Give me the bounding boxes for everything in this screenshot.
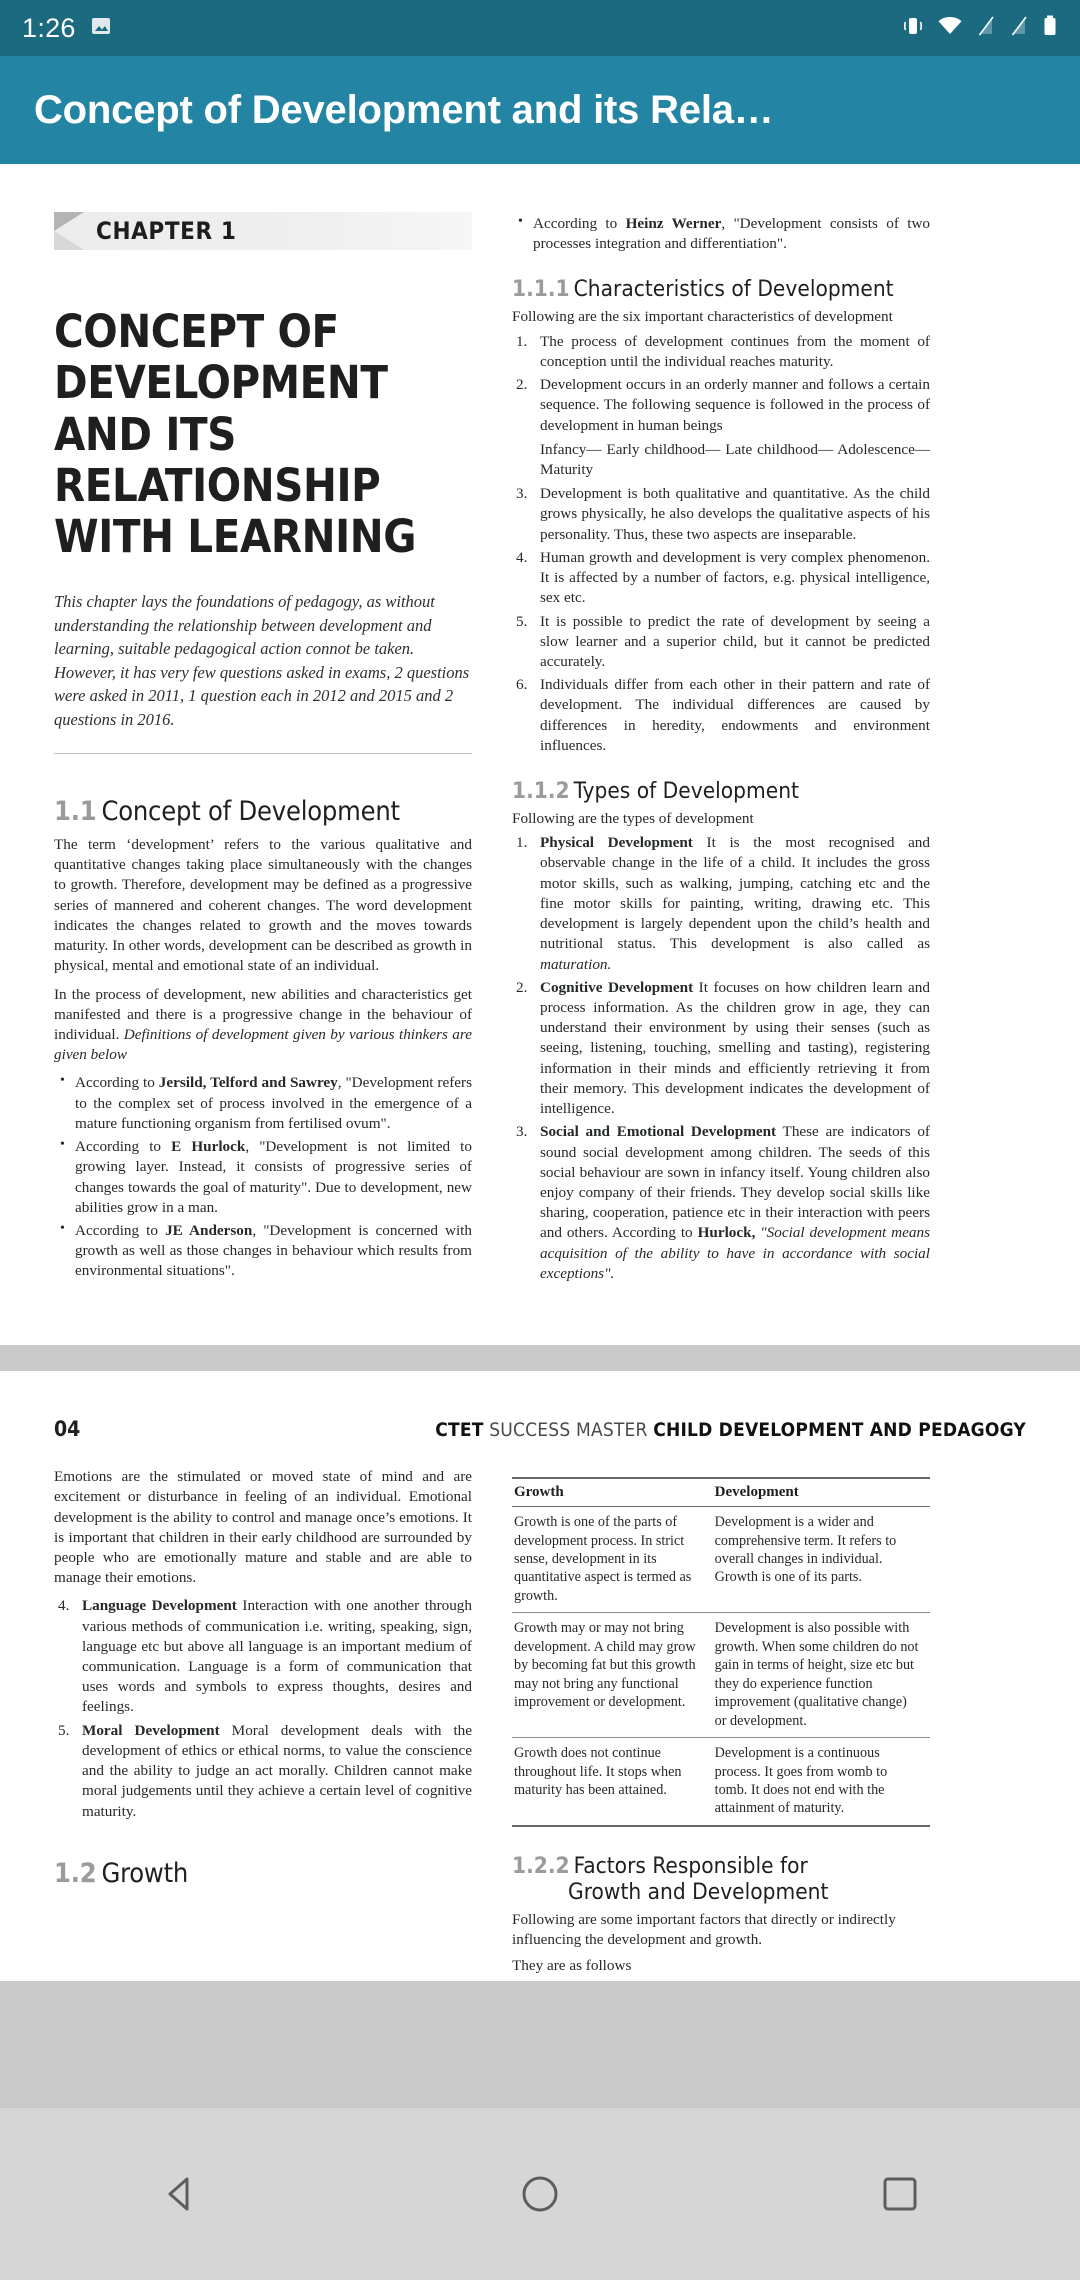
- table-header-development: Development: [713, 1478, 930, 1507]
- types-intro: Following are the types of development: [512, 810, 754, 828]
- section-1-1-1-heading: [512, 276, 930, 302]
- list-item: [512, 1122, 930, 1284]
- running-head-subject: CHILD DEVELOPMENT AND PEDAGOGY: [653, 1419, 1026, 1442]
- document-page-1: [0, 164, 1080, 1345]
- home-circle-icon: [517, 2171, 563, 2217]
- vibrate-icon: [902, 14, 924, 43]
- chapter-title: CONCEPT OF DEVELOPMENT AND ITS RELATIONSHIP WITH LEARNING: [54, 305, 417, 564]
- running-head: [264, 1419, 1026, 1441]
- bullet-names: JE Anderson: [165, 1221, 253, 1239]
- section-1-1-2-number: 1.1.2: [512, 778, 570, 805]
- list-item: [512, 375, 930, 480]
- bullet-lead: According to: [533, 215, 626, 232]
- list-item: [512, 978, 930, 1120]
- table-cell: Development is a continuous process. It goes from womb to tomb. It does not end with the attainment of maturity.: [713, 1738, 930, 1826]
- table-row: [512, 1738, 930, 1826]
- android-navigation-bar: [0, 2108, 1080, 2280]
- status-bar-right: [902, 14, 1058, 43]
- s1-1-paragraph-1: The term ‘development’ refers to the various qualitative and quantitative changes taking place simultaneously with the changes to growth. Therefore, development may be defined as a progressive series of mannered and coherent changes. The word development indicates the changes related to growth and the moves towards maturity. In other words, development can be described as growth in physical, mental and emotional state of an individual.: [54, 836, 472, 975]
- recents-button[interactable]: [840, 2134, 960, 2254]
- section-1-1-2-intro: [512, 809, 930, 829]
- back-triangle-icon: [157, 2171, 203, 2217]
- viewer-bottom-fade: [0, 2082, 1080, 2108]
- section-1-1-2-title: Types of Development: [573, 778, 799, 805]
- bullet-lead: According to: [75, 1221, 166, 1239]
- bullet-names: Jersild, Telford and Sawrey: [158, 1074, 338, 1092]
- chapter-ribbon: [54, 212, 472, 250]
- image-icon: [89, 14, 113, 43]
- page-number: 04: [54, 1417, 81, 1442]
- characteristic-text: Development occurs in an orderly manner and follows a certain sequence. The following sequence is followed in the process of development in human beings: [540, 376, 930, 434]
- type-text: It focuses on how children learn and process information. As the children grow in age, they can understand their environment by using their senses (such as seeing, listening, touching, smelling and tasting), registering information in their minds and efficiently retrieving it from their memory. This development indicates the development of intelligence.: [540, 978, 930, 1118]
- section-1-2-2-heading: [512, 1853, 930, 1905]
- emotions-text: Emotions are the stimulated or moved state of mind and are excitement or disturbance in feeling of an individual. Emotional development is the ability to control and manage once’s emotions. It is important that children in their early childhood are surrounded by people who are emotionally mature and stable and are able to manage their emotions.: [54, 1468, 472, 1587]
- bullet-rest: , "Development is not limited to growing layer. Instead, it consists of progressive series of changes towards the goal of maturity". Due to development, new abilities grow in a man.: [75, 1138, 472, 1216]
- document-page-2: [0, 1371, 1080, 1980]
- s1-1-paragraph-2: [54, 985, 472, 1066]
- recents-square-icon: [877, 2171, 923, 2217]
- bullet-rest: , "Development is concerned with growth as well as those changes in behaviour which results from environmental situations".: [75, 1221, 472, 1280]
- list-item: The process of development continues from the moment of conception until the individual reaches maturity.: [540, 332, 930, 370]
- bullet-names: Heinz Werner: [625, 215, 722, 232]
- list-item: [54, 1721, 472, 1822]
- section-1-2-title: Growth: [101, 1857, 189, 1889]
- list-item: [54, 1221, 472, 1282]
- list-item: Individuals differ from each other in their pattern and rate of development. The individual differences are caused by differences in heredity, endowments and environment influences.: [540, 676, 930, 754]
- emotions-paragraph: [54, 1467, 472, 1588]
- section-1-2-2-number: 1.2.2: [512, 1852, 570, 1879]
- table-cell: Growth is one of the parts of development process. In strict sense, development in its quantitative aspect is termed as growth.: [512, 1507, 713, 1613]
- characteristics-intro: Following are the six important characteristics of development: [512, 308, 893, 326]
- table-row: [512, 1507, 930, 1613]
- battery-icon: [1042, 14, 1058, 43]
- type-text: These are indicators of sound social development among children. The seeds of this social behaviour are sown in infancy itself. Young children also enjoy company of their friends. They develop social skills like sharing, cooperation, patience etc in their interaction with peers and others. According to: [540, 1123, 930, 1242]
- type-tail-italic: "Social development means acquisition of the ability to have in accordance with social exceptions".: [540, 1224, 930, 1282]
- type-text: Interaction with one another through various methods of communication i.e. writing, speaking, sign, language etc but above all language is an important medium of communication. Language is a form of communication that uses words and symbols to express thoughts, desires and feelings.: [82, 1597, 472, 1716]
- page-title: Concept of Development and its Rela…: [34, 87, 774, 132]
- section-1-2-2-intro: [512, 1910, 930, 1977]
- section-1-1-1-number: 1.1.1: [512, 276, 570, 303]
- section-1-2-2-title-line1: Factors Responsible for: [573, 1852, 808, 1879]
- list-item: [54, 1596, 472, 1717]
- section-1-2-number: 1.2: [54, 1857, 97, 1889]
- signal-off-icon: [976, 14, 996, 43]
- types-list: [512, 833, 930, 1284]
- growth-development-table: [512, 1477, 930, 1827]
- type-tail-bold: Hurlock,: [697, 1224, 756, 1242]
- section-1-1-2-heading: [512, 778, 930, 804]
- table-cell: Development is a wider and comprehensive term. It refers to overall changes in individual. Growth is one of its parts.: [713, 1507, 930, 1613]
- type-name: Cognitive Development: [540, 978, 694, 996]
- page1-columns: [54, 164, 1026, 1287]
- section-1-1-1-title: Characteristics of Development: [573, 276, 894, 303]
- page-separator: [0, 1345, 1080, 1371]
- page1-right-column: [512, 164, 930, 1287]
- section-1-1-heading: [54, 796, 472, 827]
- bullet-names: E Hurlock: [171, 1138, 246, 1156]
- section-1-1-title: Concept of Development: [101, 796, 400, 828]
- section-1-1-number: 1.1: [54, 796, 97, 828]
- type-text: It is the most recognised and observable change in the life of a child. It includes the gross motor skills, such as walking, jumping, catching etc and the fine motor skills for painting, writing, drawing etc. This development is largely dependent upon the child’s health and nutritional status. This development is also called as: [540, 834, 930, 953]
- definitions-list: [54, 1073, 472, 1281]
- section-1-2-2-title-line2: Growth and Development: [568, 1878, 829, 1905]
- table-cell: Growth may or may not bring development. A child may grow by becoming fat but this growth may not bring any functional improvement or development.: [512, 1613, 713, 1738]
- list-item: [512, 833, 930, 975]
- list-item: It is possible to predict the rate of development by seeing a slow learner and a superior child, but it cannot be predicted accurately.: [540, 612, 930, 670]
- table-cell: Growth does not continue throughout life. It stops when maturity has been attained.: [512, 1738, 713, 1826]
- status-bar-left: [22, 14, 888, 43]
- running-head-brand: CTET: [435, 1419, 484, 1442]
- table-row: [512, 1613, 930, 1738]
- back-button[interactable]: [120, 2134, 240, 2254]
- list-item: [54, 1073, 472, 1134]
- list-item: Development is both qualitative and quantitative. As the child grows physically, he also develops the qualitative aspects of his personality. Thus, these two aspects are inseparable.: [540, 485, 930, 543]
- table-header-growth: Growth: [512, 1478, 713, 1507]
- bullet-lead: According to: [75, 1074, 159, 1092]
- chapter-intro: This chapter lays the foundations of pedagogy, as without understanding the relationship between development and learning, suitable pedagogical action connot be taken. However, it has very few questions asked in exams, 2 questions were asked in 2011, 1 question each in 2012 and 2015 and 2 questions in 2016.: [54, 590, 472, 754]
- list-item: [54, 1137, 472, 1218]
- type-tail-italic: maturation.: [540, 955, 612, 973]
- status-clock: 1:26: [22, 12, 76, 43]
- table-header-row: [512, 1478, 930, 1507]
- ribbon-fold-icon: [54, 212, 84, 250]
- bullet-lead: According to: [75, 1138, 172, 1156]
- type-name: Physical Development: [540, 834, 693, 852]
- bullet-rest: , "Development refers to the complex set of process involved in the emergence of a mature functioning organism from fertilised ovum".: [75, 1074, 472, 1132]
- type-name: Moral Development: [82, 1721, 220, 1739]
- characteristics-list: [512, 332, 930, 756]
- document-viewer[interactable]: [0, 164, 1080, 2108]
- page1-left-column: [54, 164, 472, 1287]
- signal-off-icon: [1009, 14, 1029, 43]
- bullet-rest: , "Development consists of two processes integration and differentiation".: [533, 215, 930, 253]
- table-cell: Development is also possible with growth. When some children do not gain in terms of height, size etc but they do experience function improvement (qualitative change) or development.: [713, 1613, 930, 1738]
- section-1-1-body: [54, 835, 472, 1065]
- home-button[interactable]: [480, 2134, 600, 2254]
- page2-columns: [54, 1467, 1026, 1980]
- s1-1-p2-italic: Definitions of development given by various thinkers are given below: [54, 1025, 472, 1064]
- chapter-label: CHAPTER 1: [96, 217, 237, 245]
- type-name: Language Development: [82, 1597, 237, 1615]
- s1-1-p2-plain: In the process of development, new abilities and characteristics get manifested and there is a progressive change in the behaviour of individual.: [54, 985, 472, 1043]
- section-1-2-heading: [54, 1858, 472, 1889]
- page2-running-header: [54, 1371, 1026, 1441]
- factors-intro-1: Following are some important factors that directly or indirectly influencing the development and growth.: [512, 1910, 896, 1949]
- running-head-series: SUCCESS MASTER: [483, 1419, 654, 1442]
- development-sequence: Infancy— Early childhood— Late childhood— Adolescence— Maturity: [540, 440, 930, 478]
- factors-intro-2: They are as follows: [512, 1957, 632, 1975]
- types-list-continued: [54, 1596, 472, 1821]
- definitions-list-continued: [512, 214, 930, 254]
- list-item: Human growth and development is very complex phenomenon. It is affected by a number of factors, e.g. physical intelligence, sex etc.: [540, 548, 930, 607]
- page2-right-column: [512, 1467, 930, 1980]
- section-1-1-1-intro: [512, 307, 930, 327]
- list-item: [512, 214, 930, 254]
- page2-left-column: [54, 1467, 472, 1980]
- type-name: Social and Emotional Development: [540, 1123, 777, 1141]
- app-bar: [0, 56, 1080, 164]
- wifi-icon: [937, 14, 963, 43]
- type-text: Moral development deals with the development of ethics or ethical norms, to value the conscience and the ability to judge an act morally. Children cannot make moral judgements until they achieve a certain level of cognitive maturity.: [82, 1721, 472, 1820]
- status-bar: [0, 0, 1080, 56]
